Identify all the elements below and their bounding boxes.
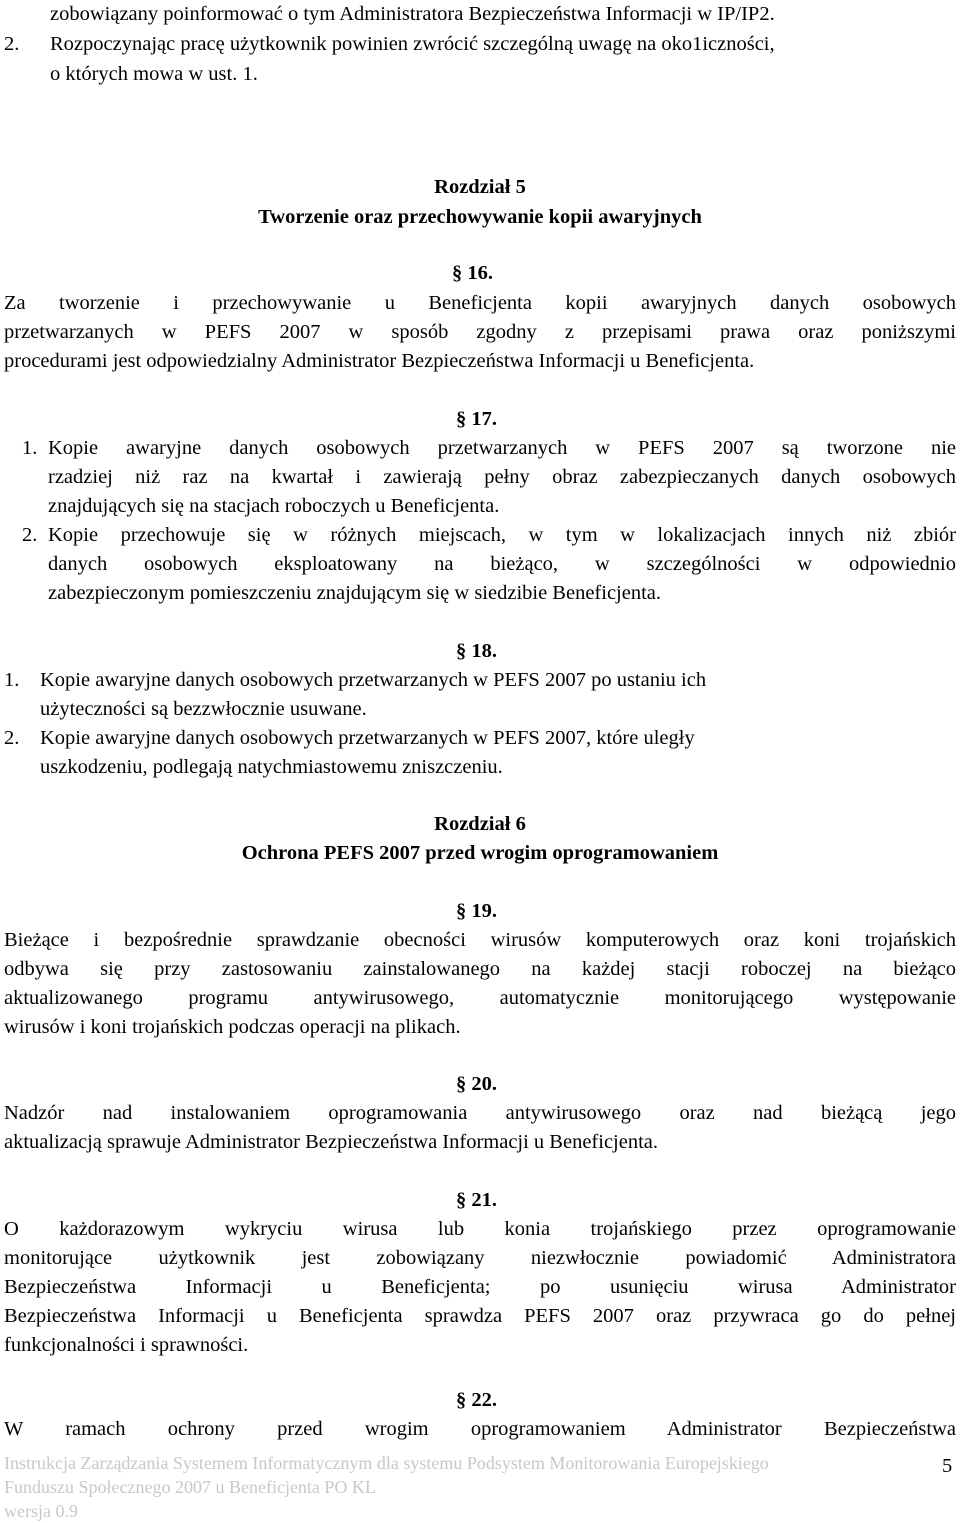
section-21-line-1: O każdorazowym wykryciu wirusa lub konia trojańskiego przez oprogramowanie: [4, 1218, 956, 1240]
section-18-item-2-number: 2.: [4, 727, 20, 749]
chapter-5-title: Rozdział 5: [434, 176, 526, 198]
section-19-line-3: aktualizowanego programu antywirusowego, automatycznie monitorującego występowanie: [4, 987, 956, 1009]
chapter-6-title: Rozdział 6: [434, 813, 526, 835]
footer-line-2: Funduszu Społecznego 2007 u Beneficjenta PO KL: [4, 1477, 376, 1497]
section-18-item-2-line-1: Kopie awaryjne danych osobowych przetwarzanych w PEFS 2007, które uległy: [40, 727, 695, 749]
page-number: 5: [942, 1455, 953, 1477]
section-21-line-5: funkcjonalności i sprawności.: [4, 1334, 249, 1356]
section-21-line-2: monitorujące użytkownik jest zobowiązany niezwłocznie powiadomić Administratora: [4, 1247, 956, 1269]
top-line-1: zobowiązany poinformować o tym Administratora Bezpieczeństwa Informacji w IP/IP2.: [50, 3, 775, 25]
section-17-item-1-line-3: znajdujących się na stacjach roboczych u Beneficjenta.: [48, 495, 500, 517]
section-16-line-2: przetwarzanych w PEFS 2007 w sposób zgodny z przepisami prawa oraz poniższymi: [4, 321, 956, 343]
section-17-item-1-line-1: Kopie awaryjne danych osobowych przetwarzanych w PEFS 2007 są tworzone nie: [48, 437, 956, 459]
section-20-line-2: aktualizacją sprawuje Administrator Bezpieczeństwa Informacji u Beneficjenta.: [4, 1131, 659, 1153]
section-21-line-3: Bezpieczeństwa Informacji u Beneficjenta; po usunięciu wirusa Administrator: [4, 1276, 956, 1298]
section-19-line-1: Bieżące i bezpośrednie sprawdzanie obecności wirusów komputerowych oraz koni trojańskich: [4, 929, 956, 951]
section-16-line-1: Za tworzenie i przechowywanie u Beneficjenta kopii awaryjnych danych osobowych: [4, 292, 956, 314]
section-22-line-1: W ramach ochrony przed wrogim oprogramowaniem Administrator Bezpieczeństwa: [4, 1418, 956, 1440]
section-18-item-1-number: 1.: [4, 669, 20, 691]
section-18-item-1-line-1: Kopie awaryjne danych osobowych przetwarzanych w PEFS 2007 po ustaniu ich: [40, 669, 707, 691]
section-17-item-2-number: 2.: [22, 524, 38, 546]
section-17-item-2-line-2: danych osobowych eksploatowany na bieżąco, w szczególności w odpowiednio: [48, 553, 956, 575]
section-19-line-4: wirusów i koni trojańskich podczas operacji na plikach.: [4, 1016, 461, 1038]
section-16-line-3: procedurami jest odpowiedzialny Administrator Bezpieczeństwa Informacji u Beneficjenta.: [4, 350, 755, 372]
section-20-line-1: Nadzór nad instalowaniem oprogramowania antywirusowego oraz nad bieżącą jego: [4, 1102, 956, 1124]
section-22-heading: § 22.: [456, 1389, 497, 1411]
section-21-heading: § 21.: [456, 1189, 497, 1211]
chapter-6-subtitle: Ochrona PEFS 2007 przed wrogim oprogramowaniem: [241, 842, 719, 864]
section-19-line-2: odbywa się przy zastosowaniu zainstalowanego na każdej stacji roboczej na bieżąco: [4, 958, 956, 980]
section-16-heading: § 16.: [452, 262, 493, 284]
section-19-heading: § 19.: [456, 900, 497, 922]
section-18-item-2-line-2: uszkodzeniu, podlegają natychmiastowemu zniszczeniu.: [40, 756, 503, 778]
section-18-heading: § 18.: [456, 640, 497, 662]
section-17-item-1-line-2: rzadziej niż raz na kwartał i zawierają pełny obraz zabezpieczanych danych osobowych: [48, 466, 956, 488]
top-item-number-2: 2.: [4, 33, 20, 55]
chapter-5-subtitle: Tworzenie oraz przechowywanie kopii awaryjnych: [258, 206, 702, 228]
footer-line-1: Instrukcja Zarządzania Systemem Informatycznym dla systemu Podsystem Monitorowania Europejskiego: [4, 1453, 769, 1473]
section-21-line-4: Bezpieczeństwa Informacji u Beneficjenta sprawdza PEFS 2007 oraz przywraca go do pełnej: [4, 1305, 956, 1327]
section-17-item-1-number: 1.: [22, 437, 38, 459]
section-20-heading: § 20.: [456, 1073, 497, 1095]
top-line-3: o których mowa w ust. 1.: [50, 63, 258, 85]
section-17-item-2-line-1: Kopie przechowuje się w różnych miejscach, w tym w lokalizacjach innych niż zbiór: [48, 524, 956, 546]
section-17-item-2-line-3: zabezpieczonym pomieszczeniu znajdującym się w siedzibie Beneficjenta.: [48, 582, 662, 604]
section-18-item-1-line-2: użyteczności są bezzwłocznie usuwane.: [40, 698, 367, 720]
section-17-heading: § 17.: [456, 408, 497, 430]
top-line-2: Rozpoczynając pracę użytkownik powinien zwrócić szczególną uwagę na oko1iczności,: [50, 33, 775, 55]
footer-line-3: wersja 0.9: [4, 1501, 78, 1521]
